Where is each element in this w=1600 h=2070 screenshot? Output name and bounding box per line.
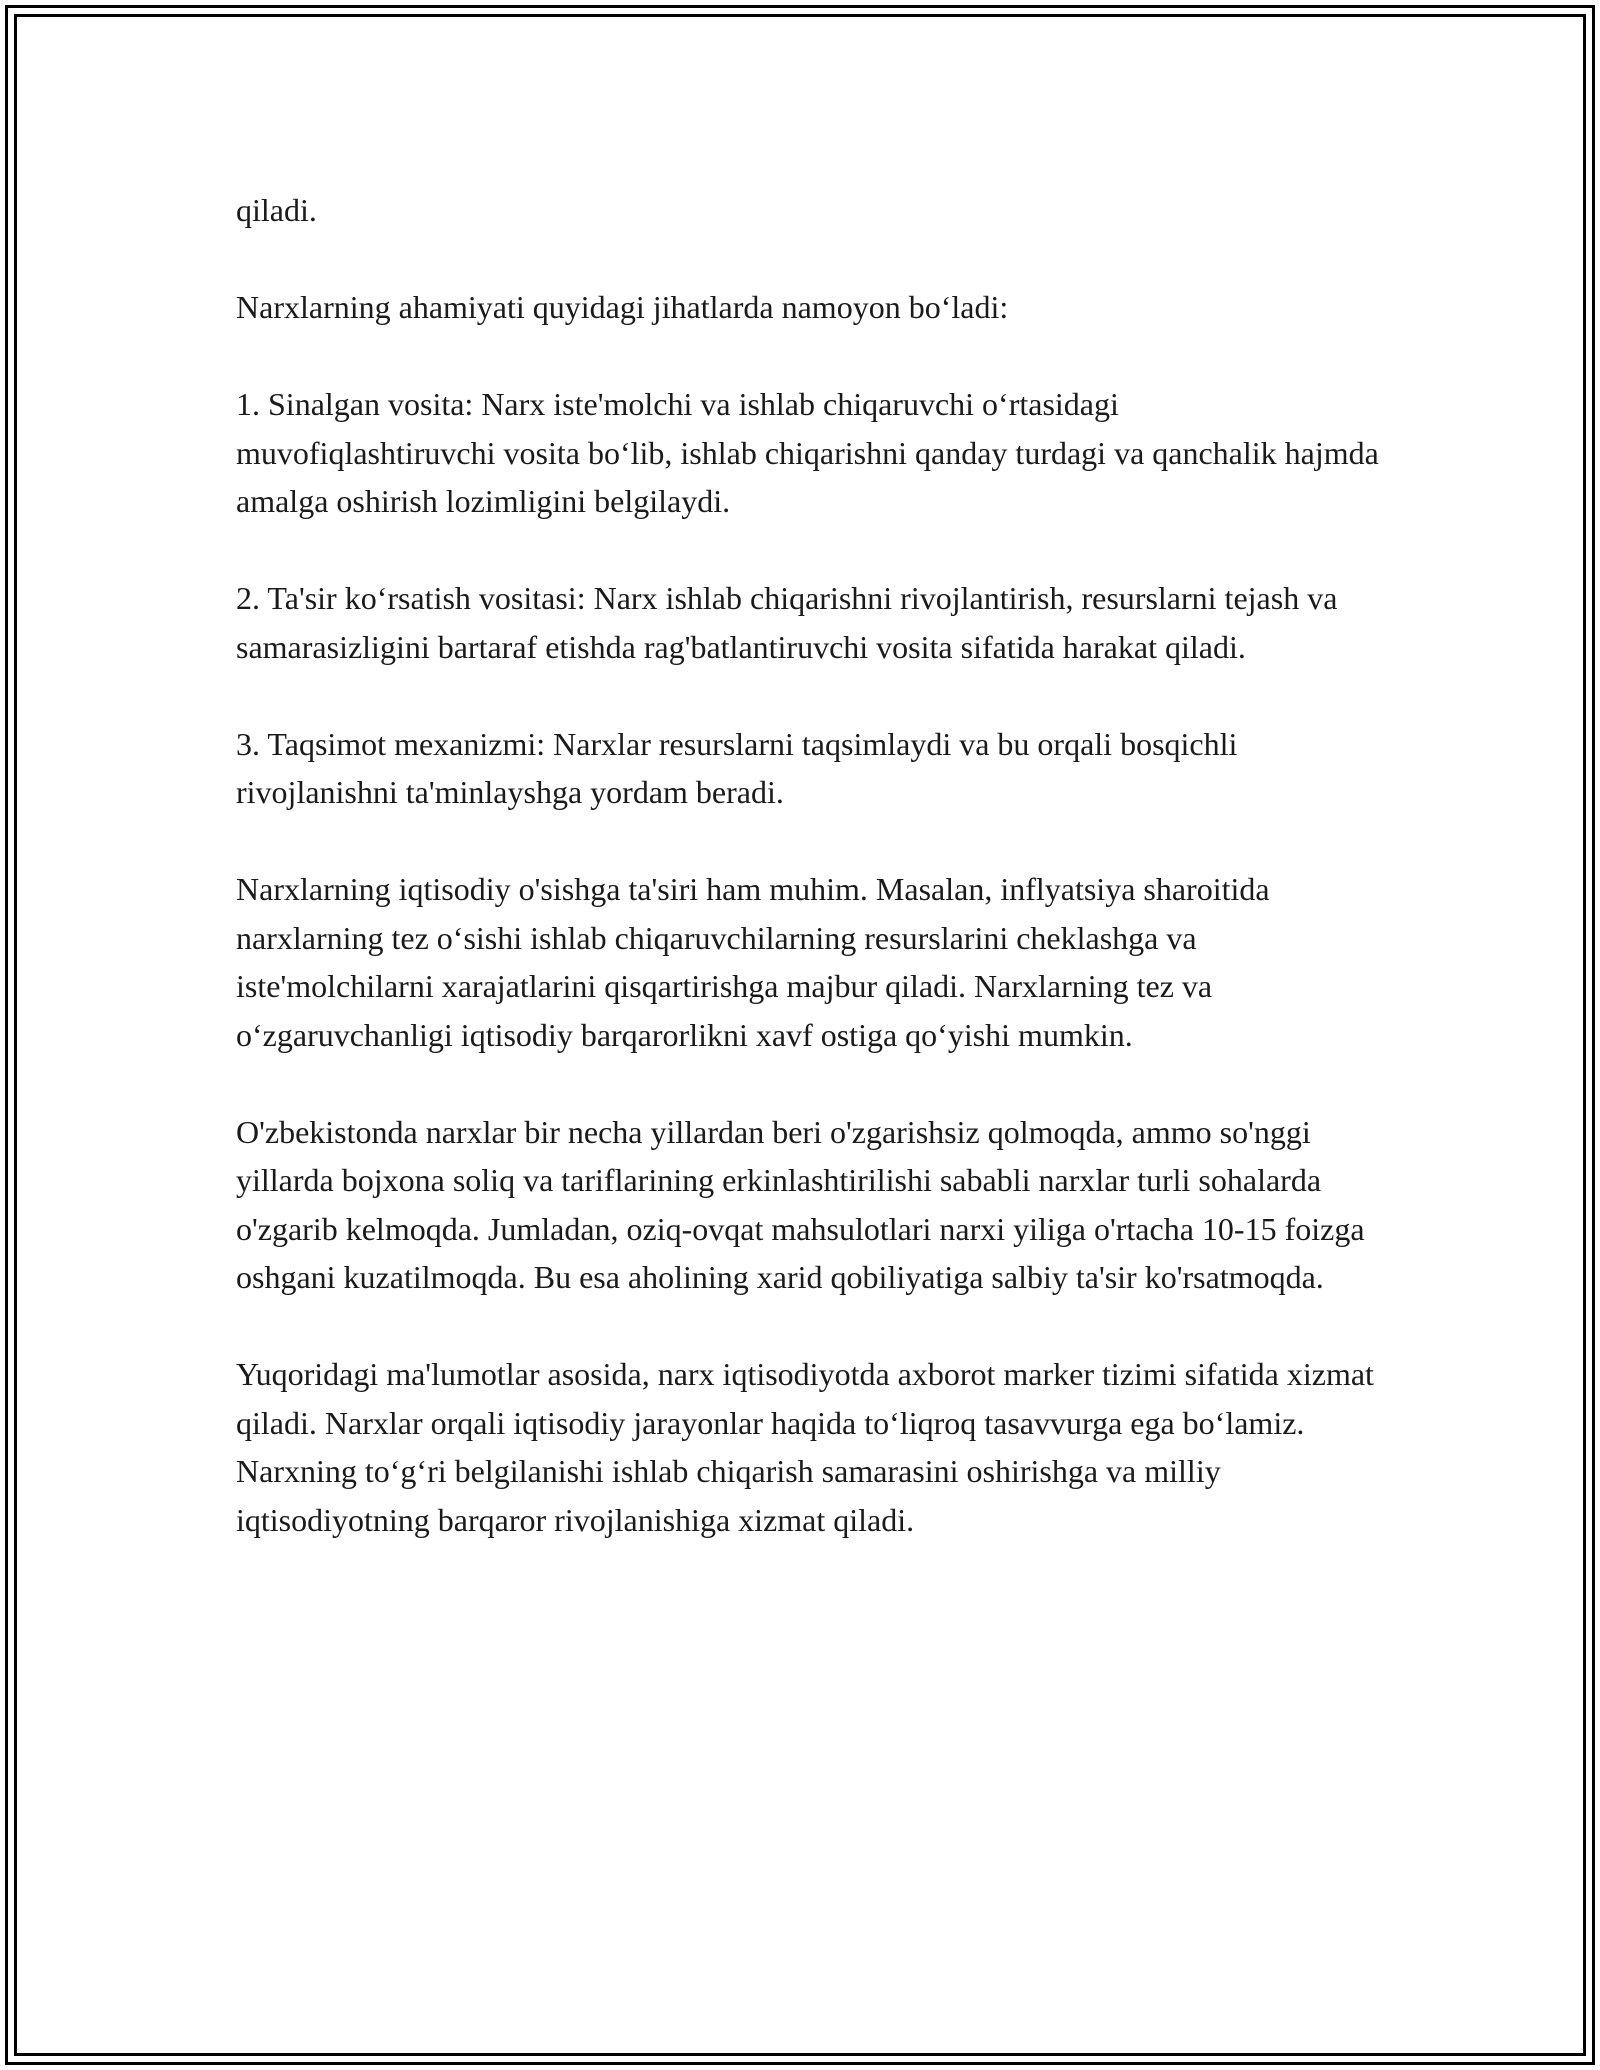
list-item-1: 1. Sinalgan vosita: Narx iste'molchi va ishlab chiqaruvchi o‘rtasidagi muvofiqlashtiruvchi vosita bo‘lib, ishlab chiqarishni qanday turdagi va qanchalik hajmda amalga oshirish lozimligini belgilaydi.: [236, 386, 1379, 519]
list-item-2: 2. Ta'sir ko‘rsatish vositasi: Narx ishlab chiqarishni rivojlantirish, resurslarni tejash va samarasizligini bartaraf etishda rag'batlantiruvchi vosita sifatida harakat qiladi.: [236, 580, 1338, 665]
paragraph-uzbekistan: O'zbekistonda narxlar bir necha yillardan beri o'zgarishsiz qolmoqda, ammo so'nggi yillarda bojxona soliq va tariflarining erkinlashtirilishi sababli narxlar turli sohalarda o'zgarib kelmoqda. Jumladan, oziq-ovqat mahsulotlari narxi yiliga o'rtacha 10-15 foizga oshgani kuzatilmoqda. Bu esa aholining xarid qobiliyatiga salbiy ta'sir ko'rsatmoqda.: [236, 1113, 1365, 1295]
paragraph-conclusion: Yuqoridagi ma'lumotlar asosida, narx iqtisodiyotda axborot marker tizimi sifatida xizmat qiladi. Narxlar orqali iqtisodiy jarayonlar haqida to‘liqroq tasavvurga ega bo‘lamiz. Narxning to‘g‘ri belgilanishi ishlab chiqarish samarasini oshirishga va milliy iqtisodiyotning barqaror rivojlanishiga xizmat qiladi.: [236, 1356, 1374, 1538]
list-item-3: 3. Taqsimot mexanizmi: Narxlar resurslarni taqsimlaydi va bu orqali bosqichli rivojlanishni ta'minlayshga yordam beradi.: [236, 725, 1238, 810]
paragraph-economic-growth: Narxlarning iqtisodiy o'sishga ta'siri ham muhim. Masalan, inflyatsiya sharoitida narxlarning tez o‘sishi ishlab chiqaruvchilarning resurslarini cheklashga va iste'molchilarni xarajatlarini qisqartirishga majbur qiladi. Narxlarning tez va o‘zgaruvchanligi iqtisodiy barqarorlikni xavf ostiga qo‘yishi mumkin.: [236, 871, 1270, 1053]
paragraph-continuation: qiladi.: [236, 192, 317, 228]
paragraph-intro: Narxlarning ahamiyati quyidagi jihatlarda namoyon bo‘ladi:: [236, 289, 1009, 325]
document-body: [236, 186, 1386, 1544]
